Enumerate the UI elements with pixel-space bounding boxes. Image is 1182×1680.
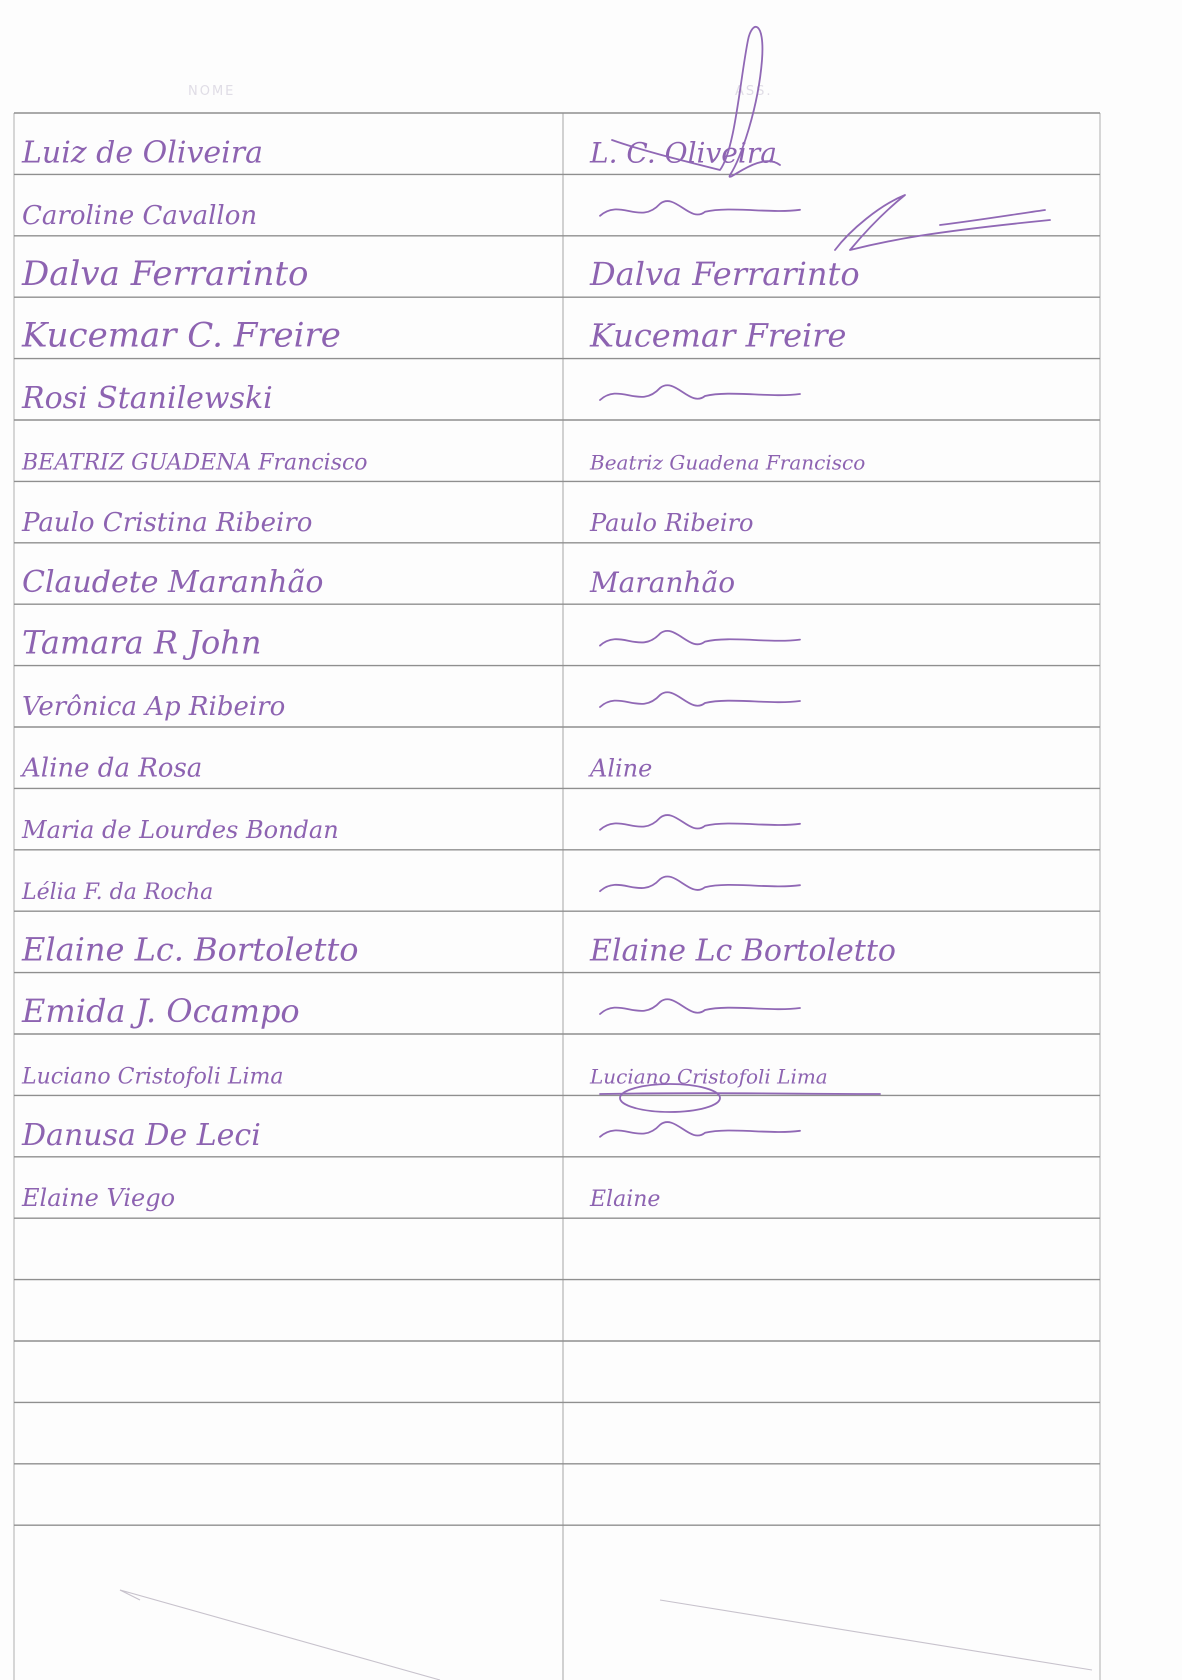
- entry-name: Elaine Lc. Bortoletto: [22, 930, 359, 969]
- entry-name: Danusa De Leci: [22, 1117, 261, 1153]
- entry-signature: L. C. Oliveira: [590, 136, 777, 170]
- entry-signature: Maranhão: [590, 566, 736, 600]
- entry-name: BEATRIZ GUADENA Francisco: [22, 450, 368, 476]
- signature-scribble: [600, 815, 800, 830]
- entry-name: Rosi Stanilewski: [22, 381, 273, 416]
- entry-signature: Aline: [590, 754, 653, 783]
- entry-signature: Elaine: [590, 1187, 661, 1213]
- column-header-signature: ASS.: [735, 84, 773, 99]
- entry-name: Claudete Maranhão: [22, 565, 324, 601]
- entry-signature: Dalva Ferrarinto: [590, 255, 860, 294]
- entry-signature: Elaine Lc Bortoletto: [590, 933, 896, 969]
- entry-name: Tamara R John: [22, 623, 262, 662]
- blank-strike-right: [660, 1600, 1092, 1670]
- entry-name: Kucemar C. Freire: [22, 315, 341, 356]
- entry-name: Aline da Rosa: [22, 753, 203, 784]
- signature-scribble: [600, 692, 800, 707]
- signature-scribble: [600, 385, 800, 400]
- entry-name: Luciano Cristofoli Lima: [22, 1064, 284, 1090]
- entry-name: Dalva Ferrarinto: [22, 254, 309, 295]
- signature-scribble: [600, 876, 800, 891]
- blank-strike-left: [120, 1590, 440, 1680]
- entry-name: Maria de Lourdes Bondan: [22, 815, 339, 844]
- entry-signature: Paulo Ribeiro: [590, 508, 754, 537]
- entry-name: Paulo Cristina Ribeiro: [22, 507, 313, 538]
- signature-scribble: [600, 999, 800, 1014]
- oval-signature-tail: [600, 1093, 880, 1094]
- entry-name: Verônica Ap Ribeiro: [22, 692, 286, 722]
- signature-scribble: [600, 631, 800, 646]
- entry-name: Emida J. Ocampo: [22, 992, 300, 1030]
- column-header-name: NOME: [188, 84, 236, 99]
- entry-name: Elaine Viego: [22, 1184, 176, 1213]
- entry-signature: Luciano Cristofoli Lima: [590, 1064, 828, 1089]
- entry-signature: Beatriz Guadena Francisco: [590, 450, 866, 475]
- entry-name: Lélia F. da Rocha: [22, 880, 214, 906]
- entry-name: Luiz de Oliveira: [22, 135, 263, 171]
- entry-name: Caroline Cavallon: [22, 200, 258, 231]
- signature-scribble: [600, 201, 800, 216]
- signature-scribble: [600, 1122, 800, 1137]
- entry-signature: Kucemar Freire: [590, 316, 847, 355]
- scribble-signature-row-2: [835, 195, 1050, 250]
